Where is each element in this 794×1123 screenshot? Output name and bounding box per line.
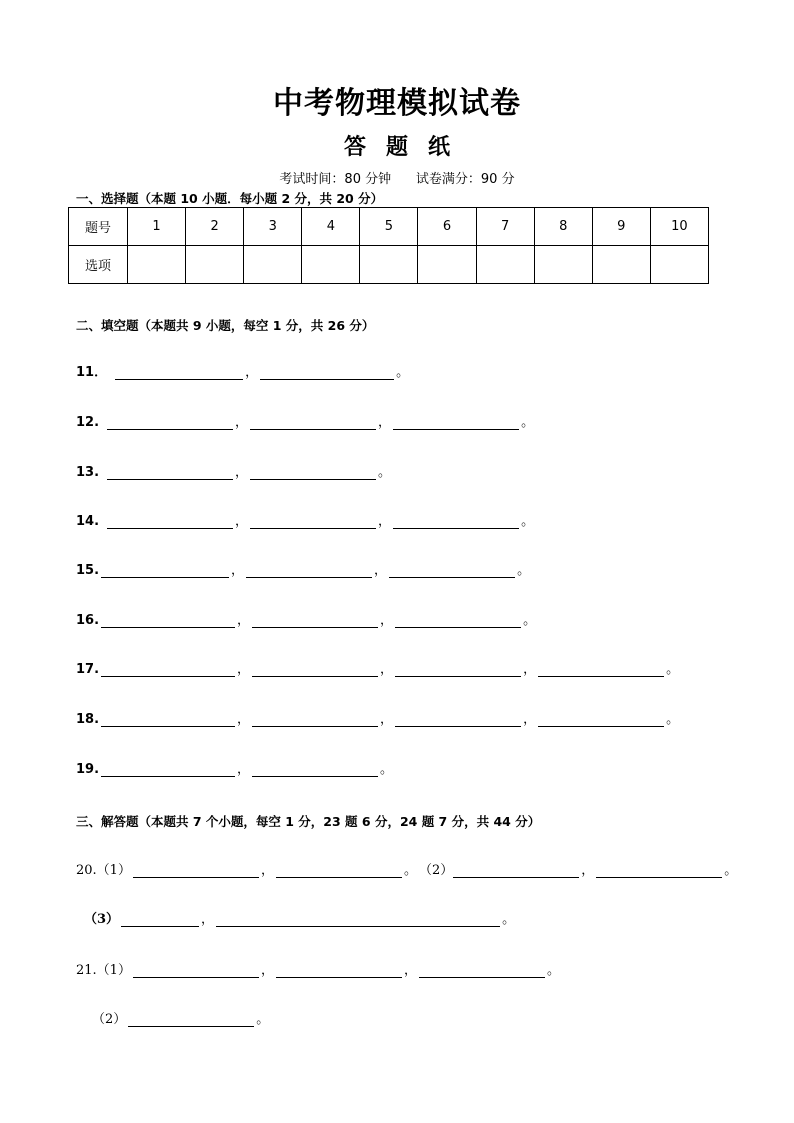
- comma: ，: [245, 365, 259, 380]
- answer-blank[interactable]: [389, 563, 515, 578]
- answer-cell[interactable]: [650, 246, 708, 284]
- question-number: 7: [476, 208, 534, 246]
- answer-cell[interactable]: [186, 246, 244, 284]
- comma: ，: [380, 662, 394, 677]
- question-18: [76, 707, 681, 727]
- period: 。: [380, 762, 394, 777]
- answer-cell[interactable]: [534, 246, 592, 284]
- comma: ，: [235, 415, 249, 430]
- part-label: （3）: [84, 912, 120, 927]
- question-21: [76, 958, 562, 978]
- question-number: 5: [360, 208, 418, 246]
- answer-blank[interactable]: [419, 963, 545, 978]
- answer-blank[interactable]: [101, 613, 235, 628]
- answer-blank[interactable]: [101, 712, 235, 727]
- comma: ，: [237, 613, 251, 628]
- question-number: 1: [128, 208, 186, 246]
- comma: ，: [523, 662, 537, 677]
- part-label: （2）: [92, 1012, 127, 1027]
- answer-blank[interactable]: [393, 514, 519, 529]
- comma: ，: [201, 912, 215, 927]
- answer-cell[interactable]: [128, 246, 186, 284]
- question-number-label: 16.: [76, 613, 100, 628]
- comma: ，: [378, 514, 392, 529]
- question-11: [76, 360, 411, 380]
- answer-blank[interactable]: [395, 613, 521, 628]
- answer-cell[interactable]: [418, 246, 476, 284]
- question-number-label: 11．: [76, 365, 108, 380]
- answer-blank[interactable]: [538, 662, 664, 677]
- part-label: （2）: [418, 863, 454, 878]
- answer-blank[interactable]: [107, 415, 233, 430]
- comma: ，: [378, 415, 392, 430]
- comma: ，: [380, 712, 394, 727]
- section-1-heading: 一、选择题（本题 10 小题．每小题 2 分，共 20 分）: [76, 191, 384, 206]
- answer-blank[interactable]: [395, 712, 521, 727]
- period: 。: [517, 563, 531, 578]
- period: 。: [724, 863, 738, 878]
- period: 。: [666, 712, 680, 727]
- comma: ，: [380, 613, 394, 628]
- answer-cell[interactable]: [244, 246, 302, 284]
- answer-blank[interactable]: [133, 863, 259, 878]
- comma: ，: [237, 762, 251, 777]
- question-number: 3: [244, 208, 302, 246]
- question-20-part-3: [84, 907, 517, 927]
- question-number-label: 18.: [76, 712, 100, 727]
- comma: ，: [403, 963, 417, 978]
- question-number-row: [69, 208, 709, 246]
- answer-blank[interactable]: [246, 563, 372, 578]
- answer-blank[interactable]: [107, 514, 233, 529]
- page-title: 中考物理模拟试卷: [273, 86, 521, 121]
- period: 。: [378, 465, 392, 480]
- period: 。: [523, 613, 537, 628]
- answer-blank[interactable]: [115, 365, 243, 380]
- answer-blank[interactable]: [101, 762, 235, 777]
- period: 。: [502, 912, 516, 927]
- question-number: 6: [418, 208, 476, 246]
- question-number: 9: [592, 208, 650, 246]
- answer-cell[interactable]: [360, 246, 418, 284]
- period: 。: [521, 514, 535, 529]
- question-number-label: 19.: [76, 762, 100, 777]
- answer-blank[interactable]: [393, 415, 519, 430]
- question-12: [76, 410, 536, 430]
- question-number: 4: [302, 208, 360, 246]
- period: 。: [403, 863, 417, 878]
- comma: ，: [581, 863, 595, 878]
- question-13: [76, 460, 393, 480]
- answer-blank[interactable]: [216, 912, 500, 927]
- question-number-label: 21.（1）: [76, 963, 131, 978]
- answer-blank[interactable]: [121, 912, 199, 927]
- question-21-part-2: [92, 1007, 271, 1027]
- exam-info: 考试时间：80 分钟 试卷满分：90 分: [279, 172, 515, 187]
- answer-blank[interactable]: [101, 563, 229, 578]
- comma: ，: [237, 662, 251, 677]
- answer-grid: [68, 207, 709, 284]
- answer-blank[interactable]: [538, 712, 664, 727]
- answer-blank[interactable]: [250, 415, 376, 430]
- question-number-label: 15.: [76, 563, 100, 578]
- answer-blank[interactable]: [276, 863, 402, 878]
- answer-blank[interactable]: [596, 863, 722, 878]
- comma: ，: [260, 863, 274, 878]
- answer-blank[interactable]: [252, 762, 378, 777]
- comma: ，: [523, 712, 537, 727]
- section-3-heading: 三、解答题（本题共 7 个小题，每空 1 分，23 题 6 分，24 题 7 分，共 44 分）: [76, 814, 541, 829]
- question-19: [76, 757, 395, 777]
- question-number-label: 17.: [76, 662, 100, 677]
- answer-blank[interactable]: [250, 465, 376, 480]
- question-15: [76, 558, 532, 578]
- question-number: 2: [186, 208, 244, 246]
- answer-blank[interactable]: [453, 863, 579, 878]
- question-number-label: 12.: [76, 415, 100, 430]
- answer-blank[interactable]: [260, 365, 394, 380]
- period: 。: [666, 662, 680, 677]
- period: 。: [396, 365, 410, 380]
- period: 。: [546, 963, 560, 978]
- answer-blank[interactable]: [276, 963, 402, 978]
- section-2-heading: 二、填空题（本题共 9 小题，每空 1 分，共 26 分）: [76, 318, 375, 333]
- answer-blank[interactable]: [107, 465, 233, 480]
- comma: ，: [231, 563, 245, 578]
- answer-cell[interactable]: [302, 246, 360, 284]
- row-label-number: 题号: [69, 208, 128, 246]
- period: 。: [521, 415, 535, 430]
- comma: ，: [237, 712, 251, 727]
- comma: ，: [235, 514, 249, 529]
- page-subtitle: 答题纸: [343, 135, 470, 160]
- period: 。: [256, 1012, 270, 1027]
- question-number: 10: [650, 208, 708, 246]
- answer-blank[interactable]: [250, 514, 376, 529]
- row-label-answer: 选项: [69, 246, 128, 284]
- comma: ，: [260, 963, 274, 978]
- question-number-label: 13.: [76, 465, 100, 480]
- answer-blank[interactable]: [252, 712, 378, 727]
- answer-blank[interactable]: [133, 963, 259, 978]
- question-14: [76, 509, 536, 529]
- answer-blank[interactable]: [252, 613, 378, 628]
- answer-blank[interactable]: [252, 662, 378, 677]
- question-16: [76, 608, 538, 628]
- question-number: 8: [534, 208, 592, 246]
- comma: ，: [374, 563, 388, 578]
- answer-blank[interactable]: [101, 662, 235, 677]
- question-number-label: 20.（1）: [76, 863, 131, 878]
- comma: ，: [235, 465, 249, 480]
- answer-cell[interactable]: [592, 246, 650, 284]
- answer-cell[interactable]: [476, 246, 534, 284]
- question-number-label: 14.: [76, 514, 100, 529]
- answer-blank[interactable]: [395, 662, 521, 677]
- question-17: [76, 657, 681, 677]
- question-20: [76, 858, 739, 878]
- answer-row: [69, 246, 709, 284]
- answer-blank[interactable]: [128, 1012, 254, 1027]
